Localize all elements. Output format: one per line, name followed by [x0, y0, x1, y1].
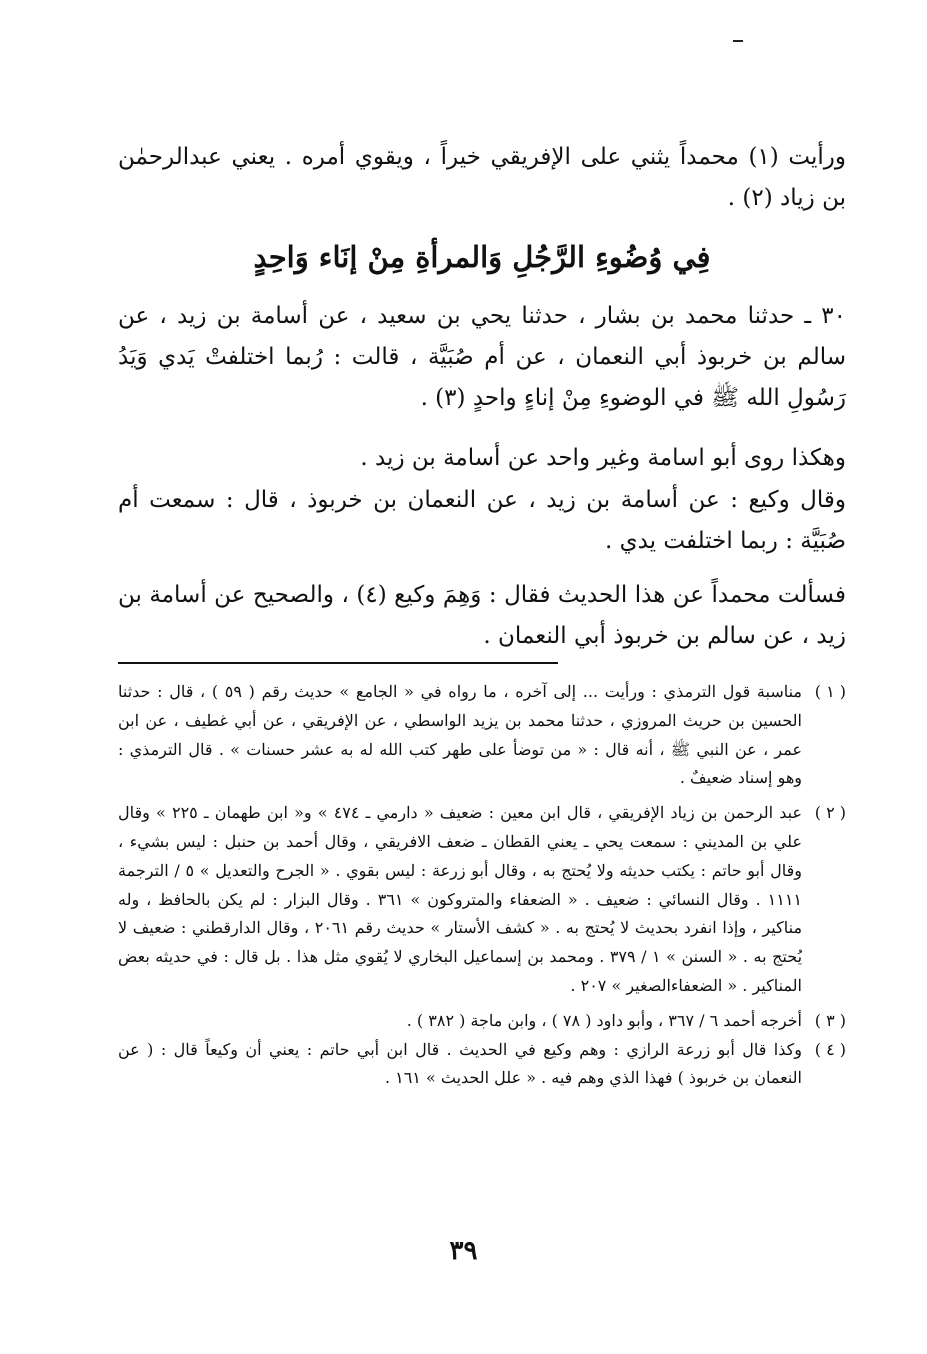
footnote-3	[118, 1007, 846, 1036]
section-heading: فِي وُضُوءِ الرَّجُلِ وَالمرأةِ مِنْ إنَاء وَاحِدٍ	[253, 240, 711, 274]
footnote-number: ( ٣ )	[814, 1010, 846, 1030]
footnote-number: ( ٤ )	[814, 1039, 846, 1059]
footnote-number: ( ٢ )	[814, 803, 846, 823]
corner-mark	[733, 40, 743, 42]
paragraph-intro: ورأيت (١) محمداً يثني على الإفريقي خيراً ، ويقوي أمره . يعني عبدالرحمٰن بن زياد (٢) .	[118, 144, 847, 211]
footnote-separator	[118, 662, 558, 664]
footnote-text: مناسبة قول الترمذي : ورأيت ... إلى آخره ، ما رواه في « الجامع » حديث رقم ( ٥٩ ) ، قال : حدثنا الحسين بن حريث المروزي ، حدثنا محمد بن يزيد الواسطي ، عن الإفريقي ، عن أبي غطيف ، عن ابن عمر ، عن النبي ﷺ ، أنه قال : « من توضأ على طهر كتب الله له به عشر حسنات » . قال الترمذي : وهو إسناد ضعيفٌ .	[118, 682, 802, 788]
footnote-4	[118, 1036, 846, 1094]
footnotes	[118, 678, 846, 1093]
footnote-1	[118, 678, 846, 793]
footnote-text: أخرجه أحمد ٦ / ٣٦٧ ، وأبو داود ( ٧٨ ) ، وابن ماجة ( ٣٨٢ ) .	[406, 1010, 802, 1030]
page-number: ٣٩	[449, 1236, 478, 1266]
footnote-2	[118, 799, 846, 1001]
hadith-paragraph: ٣٠ ـ حدثنا محمد بن بشار ، حدثنا يحي بن سعيد ، عن أسامة بن زيد ، عن سالم بن خربوذ أبي النعمان ، عن أم صُبَيَّة ، قالت : رُبما اختلفتْ يَدي وَيَدُ رَسُولِ الله ﷺ في الوضوءِ مِنْ إناءٍ واحدٍ (٣) .	[118, 303, 846, 411]
footnote-number: ( ١ )	[814, 682, 846, 701]
paragraph-waki: وقال وكيع : عن أسامة بن زيد ، عن النعمان بن خربوذ ، قال : سمعت أم صُبَيَّة : ربما اختلفت يدي .	[118, 487, 846, 554]
footnote-text: وكذا قال أبو زرعة الرازي : وهم وكيع في الحديث . قال ابن أبي حاتم : يعني أن وكيعاً قال : ( عن النعمان بن خربوذ ) فهذا الذي وهم فيه . « علل الحديث » ١٦١ .	[118, 1039, 802, 1088]
paragraph-question: فسألت محمداً عن هذا الحديث فقال : وَهِمَ وكيع (٤) ، والصحيح عن أسامة بن زيد ، عن سالم بن خربوذ أبي النعمان .	[118, 582, 846, 649]
paragraph-narration: وهكذا روى أبو اسامة وغير واحد عن أسامة بن زيد .	[360, 445, 846, 471]
footnote-text: عبد الرحمن بن زياد الإفريقي ، قال ابن معين : ضعيف « دارمي ـ ٤٧٤ » و« ابن طهمان ـ ٢٢٥ » وقال علي بن المديني : سمعت يحي ـ يعني القطان ـ ضعف الافريقي ، وقال أحمد بن حنبل : ليس بشيء ، وقال أبو حاتم : يكتب حديثه ولا يُحتج به ، وقال أبو زرعة : ليس بقوي . « الجرح والتعديل » ٥ / الترجمة ١١١١ . وقال النسائي : ضعيف . « الضعفاء والمتروكون » ٣٦١ . وقال البزار : لم يكن بالحافظ ، وله مناكير ، وإذا انفرد بحديث لا يُحتج به . « كشف الأستار » حديث رقم ٢٠٦١ ، وقال الدارقطني : ضعيف لا يُحتج به . « السنن » ١ / ٣٧٩ . ومحمد بن إسماعيل البخاري لا يُقوي مثل هذا . بل قال : في حديثه بعض المناكير . « الضعفاءالصغير » ٢٠٧ .	[118, 803, 803, 995]
